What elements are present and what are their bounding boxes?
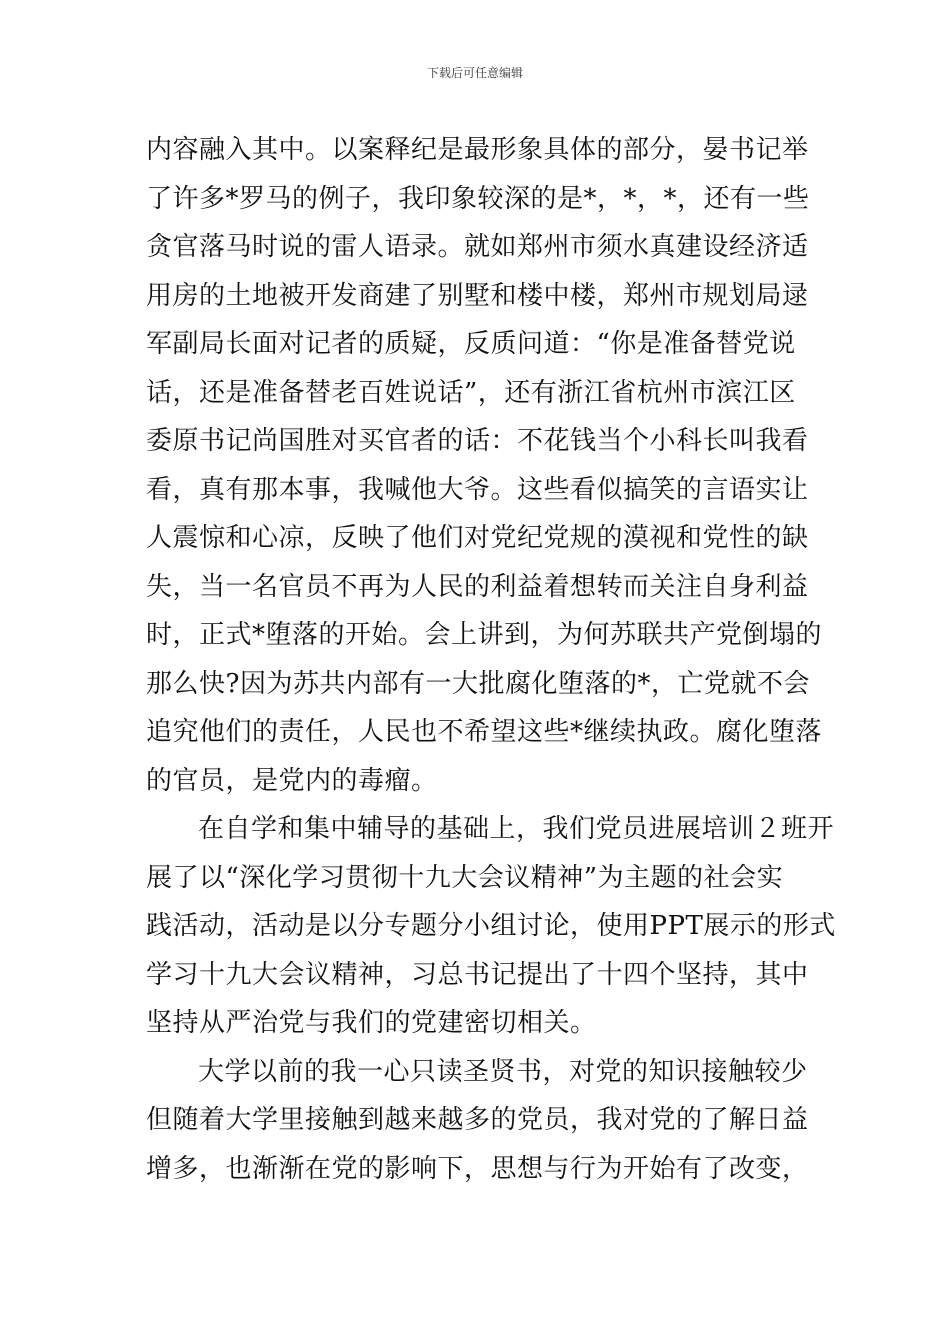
- paragraph-2: [146, 805, 836, 1048]
- text-line: 践活动，活动是以分专题分小组讨论，使用PPT展示的形式: [146, 911, 836, 941]
- text-line: 大学以前的我一心只读圣贤书，对党的知识接触较少: [198, 1056, 808, 1087]
- text-line: 追究他们的责任，人民也不希望这些*继续执政。腐化堕落: [146, 717, 823, 747]
- text-line: 军副局长面对记者的质疑，反质问道：“你是准备替党说: [146, 329, 796, 359]
- text-line: 在自学和集中辅导的基础上，我们党员进展培训２班开: [198, 814, 835, 844]
- text-line: 了许多*罗马的例子，我印象较深的是*，*，*，还有一些: [146, 183, 810, 214]
- paragraph-3: [146, 1048, 816, 1194]
- text-line: 的官员，是党内的毒瘤。: [146, 765, 438, 796]
- text-line: 人震惊和心凉，反映了他们对党纪党规的漠视和党性的缺: [146, 523, 809, 553]
- text-line: 但随着大学里接触到越来越多的党员，我对党的了解日益: [146, 1105, 809, 1135]
- document-body: [146, 126, 836, 1193]
- text-line: 用房的土地被开发商建了别墅和楼中楼，郑州市规划局逯: [146, 280, 809, 311]
- text-line: 时，正式*堕落的开始。会上讲到，为何苏联共产党倒塌的: [146, 620, 823, 650]
- text-line: 那么快?因为苏共内部有一大批腐化堕落的*，亡党就不会: [146, 668, 810, 699]
- text-line: 看，真有那本事，我喊他大爷。这些看似搞笑的言语实让: [146, 474, 809, 505]
- text-line: 委原书记尚国胜对买官者的话：不花钱当个小科长叫我看: [146, 426, 809, 456]
- text-line: 增多，也渐渐在党的影响下，思想与行为开始有了改变，: [146, 1153, 809, 1184]
- text-line: 展了以“深化学习贯彻十九大会议精神”为主题的社会实: [146, 862, 784, 893]
- paragraph-1: [146, 126, 823, 805]
- text-line: 贪官落马时说的雷人语录。就如郑州市须水真建设经济适: [146, 232, 809, 262]
- text-line: 失，当一名官员不再为人民的利益着想转而关注自身利益: [146, 571, 809, 602]
- page-header: 下载后可任意编辑: [426, 66, 523, 80]
- text-line: 学习十九大会议精神，习总书记提出了十四个坚持，其中: [146, 959, 809, 990]
- text-line: 坚持从严治党与我们的党建密切相关。: [146, 1008, 597, 1038]
- text-line: 话，还是准备替老百姓说话”，还有浙江省杭州市滨江区: [146, 377, 796, 408]
- text-line: 内容融入其中。以案释纪是最形象具体的部分，晏书记举: [146, 135, 809, 165]
